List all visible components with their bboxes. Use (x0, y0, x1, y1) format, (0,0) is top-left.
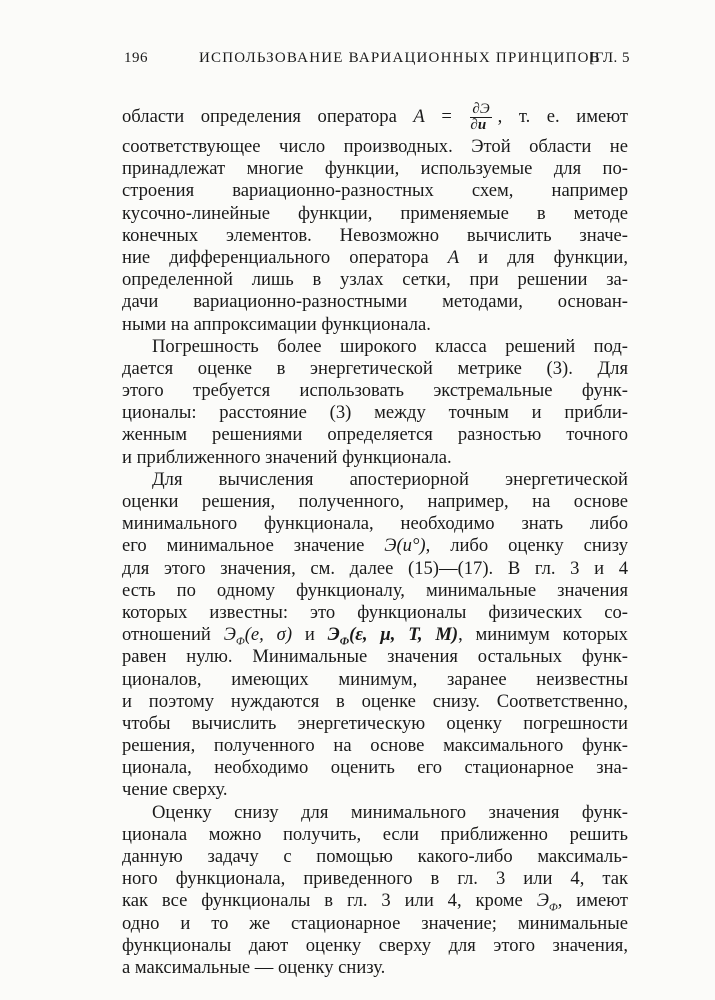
text-line: чтобы вычислить энергетическую оценку погрешности (122, 712, 628, 734)
page-number: 196 (124, 50, 148, 66)
text-line: а максимальные — оценку снизу. (122, 956, 386, 978)
functional-symbol: $Э_Ф(\varepsilon$, μ, T, M) (327, 624, 459, 648)
text-line: для этого значения, см. далее (15)—(17). В гл. 3 и 4 (122, 557, 628, 579)
text-line: конечных элементов. Невозможно вычислить значе- (122, 224, 628, 246)
text-line: определенной лишь в узлах сетки, при решении за- (122, 269, 628, 291)
text-line: этого требуется использовать экстремальные функ- (122, 380, 628, 402)
text-line: и приближенного значений функционала. (122, 446, 452, 468)
text-line: ционала можно получить, если приближенно решить (122, 823, 628, 845)
text-line: женным решениями определяется разностью точного (122, 424, 628, 446)
text-line: отношений $Э_Ф(e$, σ) и $Э_Ф(\varepsilon$, μ, T, M), минимум которых (122, 624, 628, 648)
text-line: ционалов, имеющих минимум, заранее неизвестны (122, 668, 628, 690)
text-line: ционалы: расстояние (3) между точным и прибли- (122, 402, 628, 424)
derivative-fraction (470, 102, 491, 133)
text-line: соответствующее число производных. Этой области не (122, 136, 628, 157)
functional-symbol: $Э_Ф(e$, σ) (223, 624, 293, 648)
text-line: ние дифференциального оператора A и для функции, (122, 246, 628, 268)
text-line: ного функционала, приведенного в гл. 3 или 4, так (122, 868, 628, 890)
text-line: области определения оператора A = $\frac{\partial Э}{\partial u}$ , т. е. имеют (122, 101, 629, 134)
text-line: как все функционалы в гл. 3 или 4, кроме $Э_Ф$, имеют (122, 890, 629, 915)
text-line: функционалы дают оценку сверху для этого значения, (122, 934, 628, 956)
text-line: данную задачу с помощью какого-либо максималь- (122, 846, 628, 867)
text-line: и поэтому нуждаются в оценке снизу. Соответственно, (122, 690, 628, 712)
running-title: ИСПОЛЬЗОВАНИЕ ВАРИАЦИОННЫХ ПРИНЦИПОВ (199, 50, 601, 66)
functional-symbol: $Э_Ф$ (536, 890, 558, 915)
text-line: оценки решения, полученного, например, на основе (122, 491, 628, 512)
text-line: его минимальное значение Э(u°), либо оценку снизу (122, 535, 628, 557)
text-line: дается оценке в энергетической метрике (3). Для (122, 357, 628, 379)
operator-symbol: A (413, 106, 425, 127)
text-line: ными на аппроксимации функционала. (122, 313, 431, 335)
text-line: есть по одному функционалу, минимальные значения (122, 579, 628, 601)
text-line: дачи вариационно-разностными методами, основан- (122, 291, 628, 313)
text-line: минимального функционала, необходимо знать либо (122, 513, 628, 535)
text-line: кусочно-линейные функции, применяемые в методе (122, 202, 628, 224)
text-line: чение сверху. (122, 779, 228, 801)
fraction-denominator: ∂u (470, 117, 487, 134)
text-line: одно и то же стационарное значение; минимальные (122, 912, 628, 934)
fraction-numerator: ∂Э (472, 101, 490, 118)
text-line: Оценку снизу для минимального значения функ- (152, 801, 628, 823)
text-line: равен нулю. Минимальные значения остальных функ- (122, 646, 628, 668)
functional-value: Э(u°) (384, 535, 426, 557)
operator-symbol: A (447, 246, 460, 268)
chapter-label: [ГЛ. 5 (589, 50, 630, 66)
page-body (122, 98, 628, 979)
text-line: принадлежат многие функции, используемые для по- (122, 158, 628, 180)
text-line: строения вариационно-разностных схем, например (122, 180, 628, 202)
text-line: Погрешность более широкого класса решений под- (152, 335, 628, 357)
text-line: ционала, необходимо оценить его стационарное зна- (122, 757, 628, 779)
text-line: которых известны: это функционалы физических со- (122, 601, 628, 623)
text-line: решения, полученного на основе максимального функ- (122, 735, 628, 757)
text-line: Для вычисления апостериорной энергетической (152, 468, 628, 490)
